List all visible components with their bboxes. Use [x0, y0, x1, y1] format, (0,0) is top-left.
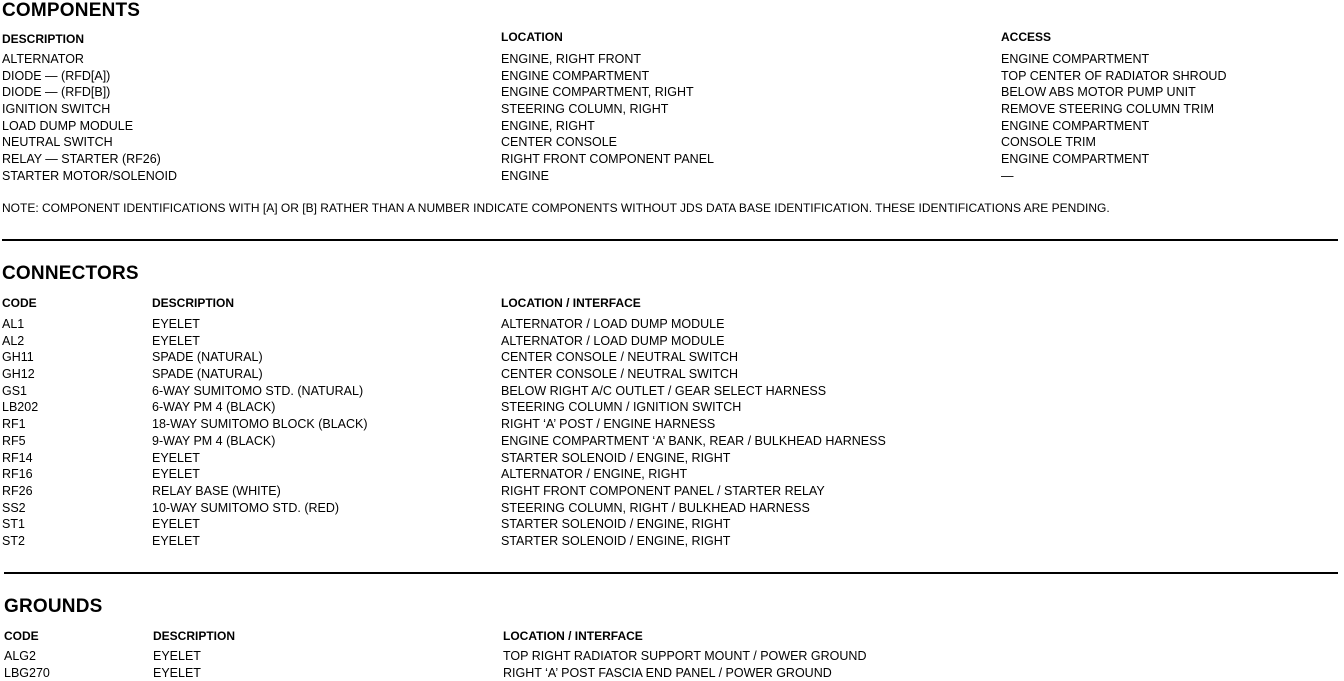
components-cell-access: ENGINE COMPARTMENT [1001, 52, 1150, 66]
grounds-title: GROUNDS [4, 596, 103, 617]
table-row [2, 483, 1332, 500]
table-row [2, 433, 1332, 450]
table-row [2, 416, 1332, 433]
components-title: COMPONENTS [2, 0, 141, 21]
connectors-cell-code: GH12 [2, 367, 35, 382]
connectors-cell-description: SPADE (NATURAL) [152, 350, 263, 365]
components-cell-description: LOAD DUMP MODULE [2, 118, 134, 133]
connectors-cell-description: EYELET [152, 467, 200, 482]
table-row [2, 383, 1332, 400]
table-row [2, 151, 1332, 168]
table-row [2, 450, 1332, 467]
components-header-access: ACCESS [1001, 30, 1052, 44]
grounds-cell-description: EYELET [153, 665, 201, 680]
components-cell-description: DIODE — (RFD[A]) [2, 68, 111, 83]
connectors-cell-code: AL1 [2, 317, 25, 331]
table-row [2, 533, 1332, 550]
table-row [2, 516, 1332, 533]
components-cell-location: ENGINE COMPARTMENT [501, 68, 650, 83]
components-cell-description: IGNITION SWITCH [2, 102, 111, 117]
components-cell-access: CONSOLE TRIM [1001, 135, 1096, 150]
connectors-cell-description: 9-WAY PM 4 (BLACK) [152, 433, 276, 448]
table-row [2, 101, 1332, 118]
components-table [2, 51, 1332, 185]
connectors-cell-location: CENTER CONSOLE / NEUTRAL SWITCH [501, 367, 739, 382]
table-row [2, 68, 1332, 85]
components-cell-location: ENGINE, RIGHT [501, 118, 595, 133]
connectors-cell-code: AL2 [2, 333, 25, 348]
connectors-cell-code: ST2 [2, 533, 25, 548]
connectors-cell-location: ENGINE COMPARTMENT ‘A’ BANK, REAR / BULKHEAD HARNESS [501, 433, 886, 448]
components-cell-access: TOP CENTER OF RADIATOR SHROUD [1001, 68, 1227, 83]
connectors-cell-description: RELAY BASE (WHITE) [152, 483, 281, 498]
connectors-cell-location: STARTER SOLENOID / ENGINE, RIGHT [501, 517, 731, 532]
connectors-cell-description: 18-WAY SUMITOMO BLOCK (BLACK) [152, 417, 368, 432]
connectors-cell-description: 6-WAY SUMITOMO STD. (NATURAL) [152, 383, 364, 398]
connectors-cell-location: STEERING COLUMN / IGNITION SWITCH [501, 400, 742, 415]
connectors-header-location: LOCATION / INTERFACE [501, 296, 641, 310]
components-cell-location: CENTER CONSOLE [501, 135, 617, 150]
connectors-cell-code: GS1 [2, 383, 28, 398]
components-cell-access: ENGINE COMPARTMENT [1001, 152, 1150, 167]
table-row [4, 648, 1334, 665]
connectors-cell-location: ALTERNATOR / ENGINE, RIGHT [501, 467, 688, 482]
connectors-cell-description: EYELET [152, 517, 200, 532]
table-row [4, 665, 1334, 681]
section-divider [4, 572, 1338, 574]
connectors-cell-description: EYELET [152, 533, 200, 548]
components-cell-location: STEERING COLUMN, RIGHT [501, 102, 669, 117]
table-row [2, 84, 1332, 101]
connectors-table [2, 316, 1332, 550]
components-note: NOTE: COMPONENT IDENTIFICATIONS WITH [A] OR [B] RATHER THAN A NUMBER INDICATE COMPONENTS WITHOUT JDS DATA BASE IDENTIFICATION. THESE IDENTIFICATIONS ARE PENDING. [2, 201, 1110, 215]
connectors-title: CONNECTORS [2, 263, 139, 284]
connectors-cell-description: EYELET [152, 317, 200, 331]
table-row [2, 316, 1332, 333]
grounds-header-location: LOCATION / INTERFACE [503, 629, 643, 643]
grounds-table [4, 648, 1334, 681]
connectors-cell-description: EYELET [152, 333, 200, 348]
components-cell-description: ALTERNATOR [2, 52, 84, 66]
connectors-cell-code: SS2 [2, 500, 26, 515]
components-cell-location: RIGHT FRONT COMPONENT PANEL [501, 152, 714, 167]
section-divider [2, 239, 1338, 241]
table-row [2, 366, 1332, 383]
grounds-cell-location: TOP RIGHT RADIATOR SUPPORT MOUNT / POWER GROUND [503, 649, 867, 663]
grounds-cell-location: RIGHT ‘A’ POST FASCIA END PANEL / POWER GROUND [503, 665, 832, 680]
connectors-cell-description: SPADE (NATURAL) [152, 367, 263, 382]
components-cell-description: NEUTRAL SWITCH [2, 135, 113, 150]
table-row [2, 134, 1332, 151]
table-row [2, 168, 1332, 185]
grounds-cell-code: ALG2 [4, 649, 36, 663]
connectors-cell-code: RF14 [2, 450, 33, 465]
connectors-cell-description: EYELET [152, 450, 200, 465]
connectors-header-code: CODE [2, 296, 37, 310]
connectors-cell-location: ALTERNATOR / LOAD DUMP MODULE [501, 317, 725, 331]
table-row [2, 51, 1332, 68]
components-cell-location: ENGINE COMPARTMENT, RIGHT [501, 85, 694, 100]
grounds-header-code: CODE [4, 629, 39, 643]
connectors-cell-description: 6-WAY PM 4 (BLACK) [152, 400, 276, 415]
components-cell-location: ENGINE, RIGHT FRONT [501, 52, 642, 66]
table-row [2, 399, 1332, 416]
table-row [2, 118, 1332, 135]
components-cell-access: REMOVE STEERING COLUMN TRIM [1001, 102, 1214, 117]
components-cell-description: STARTER MOTOR/SOLENOID [2, 168, 178, 183]
connectors-cell-code: ST1 [2, 517, 25, 532]
connectors-cell-location: RIGHT ‘A’ POST / ENGINE HARNESS [501, 417, 716, 432]
grounds-cell-description: EYELET [153, 649, 201, 663]
connectors-cell-code: RF1 [2, 417, 26, 432]
connectors-cell-location: STARTER SOLENOID / ENGINE, RIGHT [501, 533, 731, 548]
table-row [2, 466, 1332, 483]
components-cell-description: DIODE — (RFD[B]) [2, 85, 111, 100]
components-cell-access: ENGINE COMPARTMENT [1001, 118, 1150, 133]
grounds-header-description: DESCRIPTION [153, 629, 236, 643]
connectors-cell-description: 10-WAY SUMITOMO STD. (RED) [152, 500, 340, 515]
connectors-cell-location: STEERING COLUMN, RIGHT / BULKHEAD HARNESS [501, 500, 810, 515]
components-cell-access: BELOW ABS MOTOR PUMP UNIT [1001, 85, 1196, 100]
connectors-cell-location: RIGHT FRONT COMPONENT PANEL / STARTER RELAY [501, 483, 825, 498]
connectors-cell-code: RF16 [2, 467, 33, 482]
components-header-description: DESCRIPTION [2, 32, 85, 46]
connectors-cell-code: GH11 [2, 350, 34, 365]
components-header-location: LOCATION [501, 30, 563, 44]
table-row [2, 500, 1332, 517]
connectors-cell-location: STARTER SOLENOID / ENGINE, RIGHT [501, 450, 731, 465]
table-row [2, 349, 1332, 366]
connectors-cell-code: RF5 [2, 433, 26, 448]
components-cell-access: — [1001, 168, 1014, 183]
components-cell-description: RELAY — STARTER (RF26) [2, 152, 161, 167]
connectors-cell-location: BELOW RIGHT A/C OUTLET / GEAR SELECT HARNESS [501, 383, 827, 398]
connectors-header-description: DESCRIPTION [152, 296, 235, 310]
connectors-cell-code: RF26 [2, 483, 33, 498]
table-row [2, 333, 1332, 350]
grounds-cell-code: LBG270 [4, 665, 50, 680]
connectors-cell-location: CENTER CONSOLE / NEUTRAL SWITCH [501, 350, 739, 365]
components-cell-location: ENGINE [501, 168, 549, 183]
connectors-cell-location: ALTERNATOR / LOAD DUMP MODULE [501, 333, 725, 348]
connectors-cell-code: LB202 [2, 400, 39, 415]
